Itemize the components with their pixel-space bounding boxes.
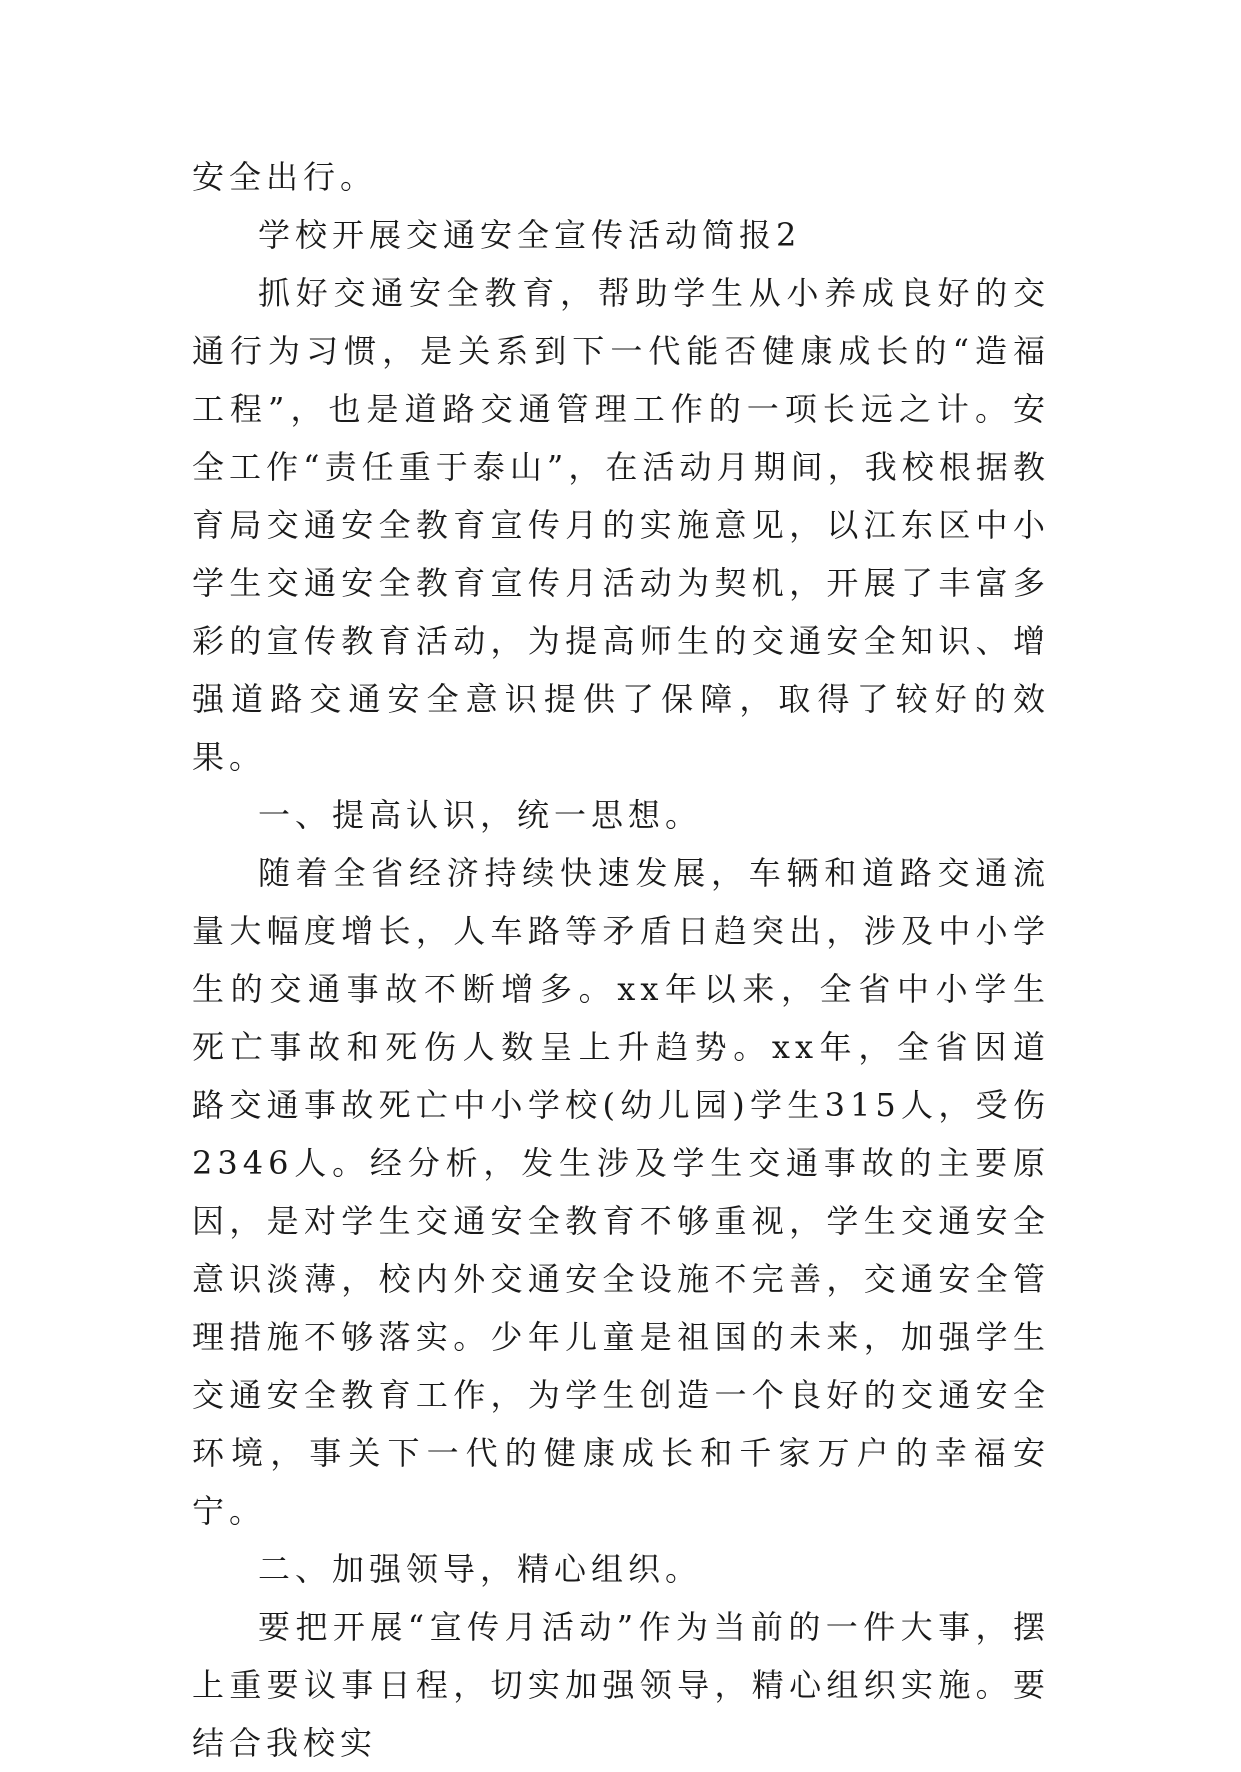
paragraph-background: 随着全省经济持续快速发展，车辆和道路交通流量大幅度增长，人车路等矛盾日趋突出，涉及中小学生的交通事故不断增多。xx年以来，全省中小学生死亡事故和死伤人数呈上升趋势。xx年，全省因道路交通事故死亡中小学校(幼儿园)学生315人，受伤2346人。经分析，发生涉及学生交通事故的主要原因，是对学生交通安全教育不够重视，学生交通安全意识淡薄，校内外交通安全设施不完善，交通安全管理措施不够落实。少年儿童是祖国的未来，加强学生交通安全教育工作，为学生创造一个良好的交通安全环境，事关下一代的健康成长和千家万户的幸福安宁。 [192, 854, 1050, 1530]
paragraph-organization: 要把开展“宣传月活动”作为当前的一件大事，摆上重要议事日程，切实加强领导，精心组织实施。要结合我校实 [192, 1608, 1050, 1762]
heading-two: 二、加强领导，精心组织。 [258, 1550, 703, 1588]
heading-one: 一、提高认识，统一思想。 [258, 796, 703, 834]
section-title: 学校开展交通安全宣传活动简报2 [258, 216, 802, 254]
document-body [192, 148, 1050, 1772]
paragraph-intro: 抓好交通安全教育，帮助学生从小养成良好的交通行为习惯，是关系到下一代能否健康成长的“造福工程”，也是道路交通管理工作的一项长远之计。安全工作“责任重于泰山”，在活动月期间，我校根据教育局交通安全教育宣传月的实施意见，以江东区中小学生交通安全教育宣传月活动为契机，开展了丰富多彩的宣传教育活动，为提高师生的交通安全知识、增强道路交通安全意识提供了保障，取得了较好的效果。 [192, 274, 1050, 776]
paragraph-continuation: 安全出行。 [192, 158, 378, 196]
